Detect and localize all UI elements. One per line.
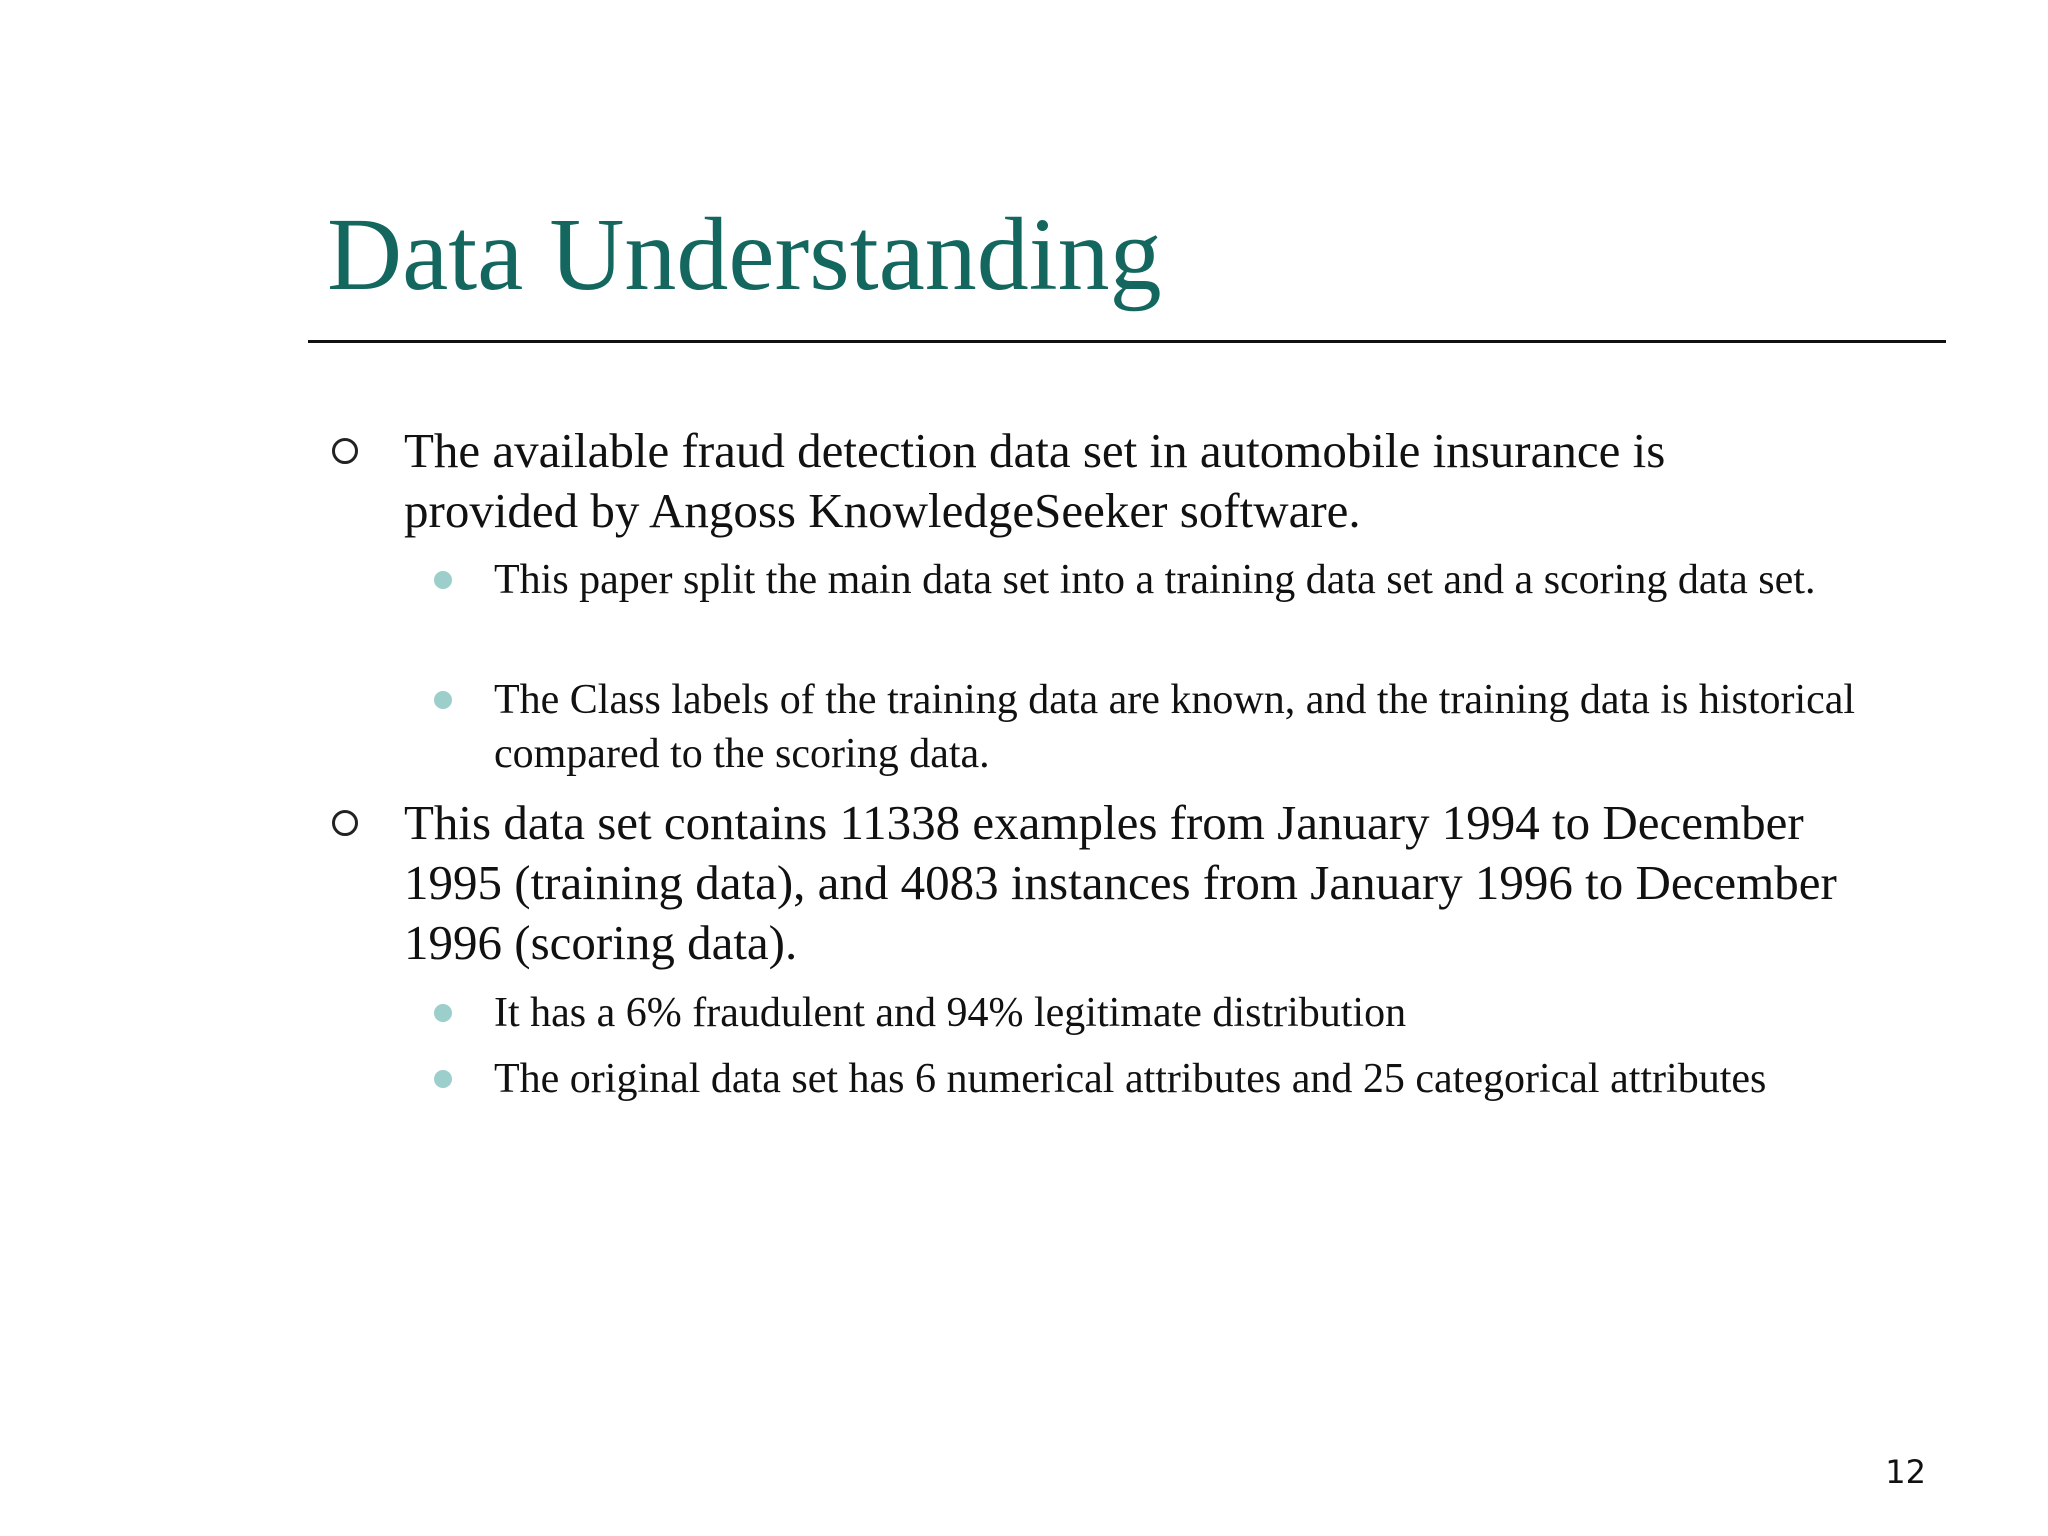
hollow-circle-bullet-icon: [332, 438, 358, 464]
bullet-item: [404, 793, 1844, 973]
bullet-text: This data set contains 11338 examples from January 1994 to December 1995 (training data), and 4083 instances from January 1996 to December 1996 (scoring data).: [404, 795, 1837, 970]
sub-bullet-item: [494, 1052, 1934, 1106]
bullet-text: The available fraud detection data set in automobile insurance is provided by Angoss KnowledgeSeeker software.: [404, 423, 1666, 538]
slide-title: Data Understanding: [327, 197, 1162, 312]
bullet-item: [404, 421, 1844, 541]
hollow-circle-bullet-icon: [332, 810, 358, 836]
sub-bullet-item: [494, 553, 1934, 607]
dot-bullet-icon: [434, 691, 452, 709]
sub-bullet-text: It has a 6% fraudulent and 94% legitimate distribution: [494, 990, 1407, 1036]
sub-bullet-text: The original data set has 6 numerical attributes and 25 categorical attributes: [494, 1056, 1767, 1102]
sub-bullet-text: The Class labels of the training data are known, and the training data is historical compared to the scoring data.: [494, 677, 1856, 777]
page-number: 12: [1885, 1453, 1926, 1491]
dot-bullet-icon: [434, 1004, 452, 1022]
dot-bullet-icon: [434, 571, 452, 589]
sub-bullet-text: This paper split the main data set into a training data set and a scoring data set.: [494, 557, 1816, 603]
dot-bullet-icon: [434, 1070, 452, 1088]
sub-bullet-item: [494, 673, 1934, 781]
sub-bullet-item: [494, 986, 1934, 1040]
